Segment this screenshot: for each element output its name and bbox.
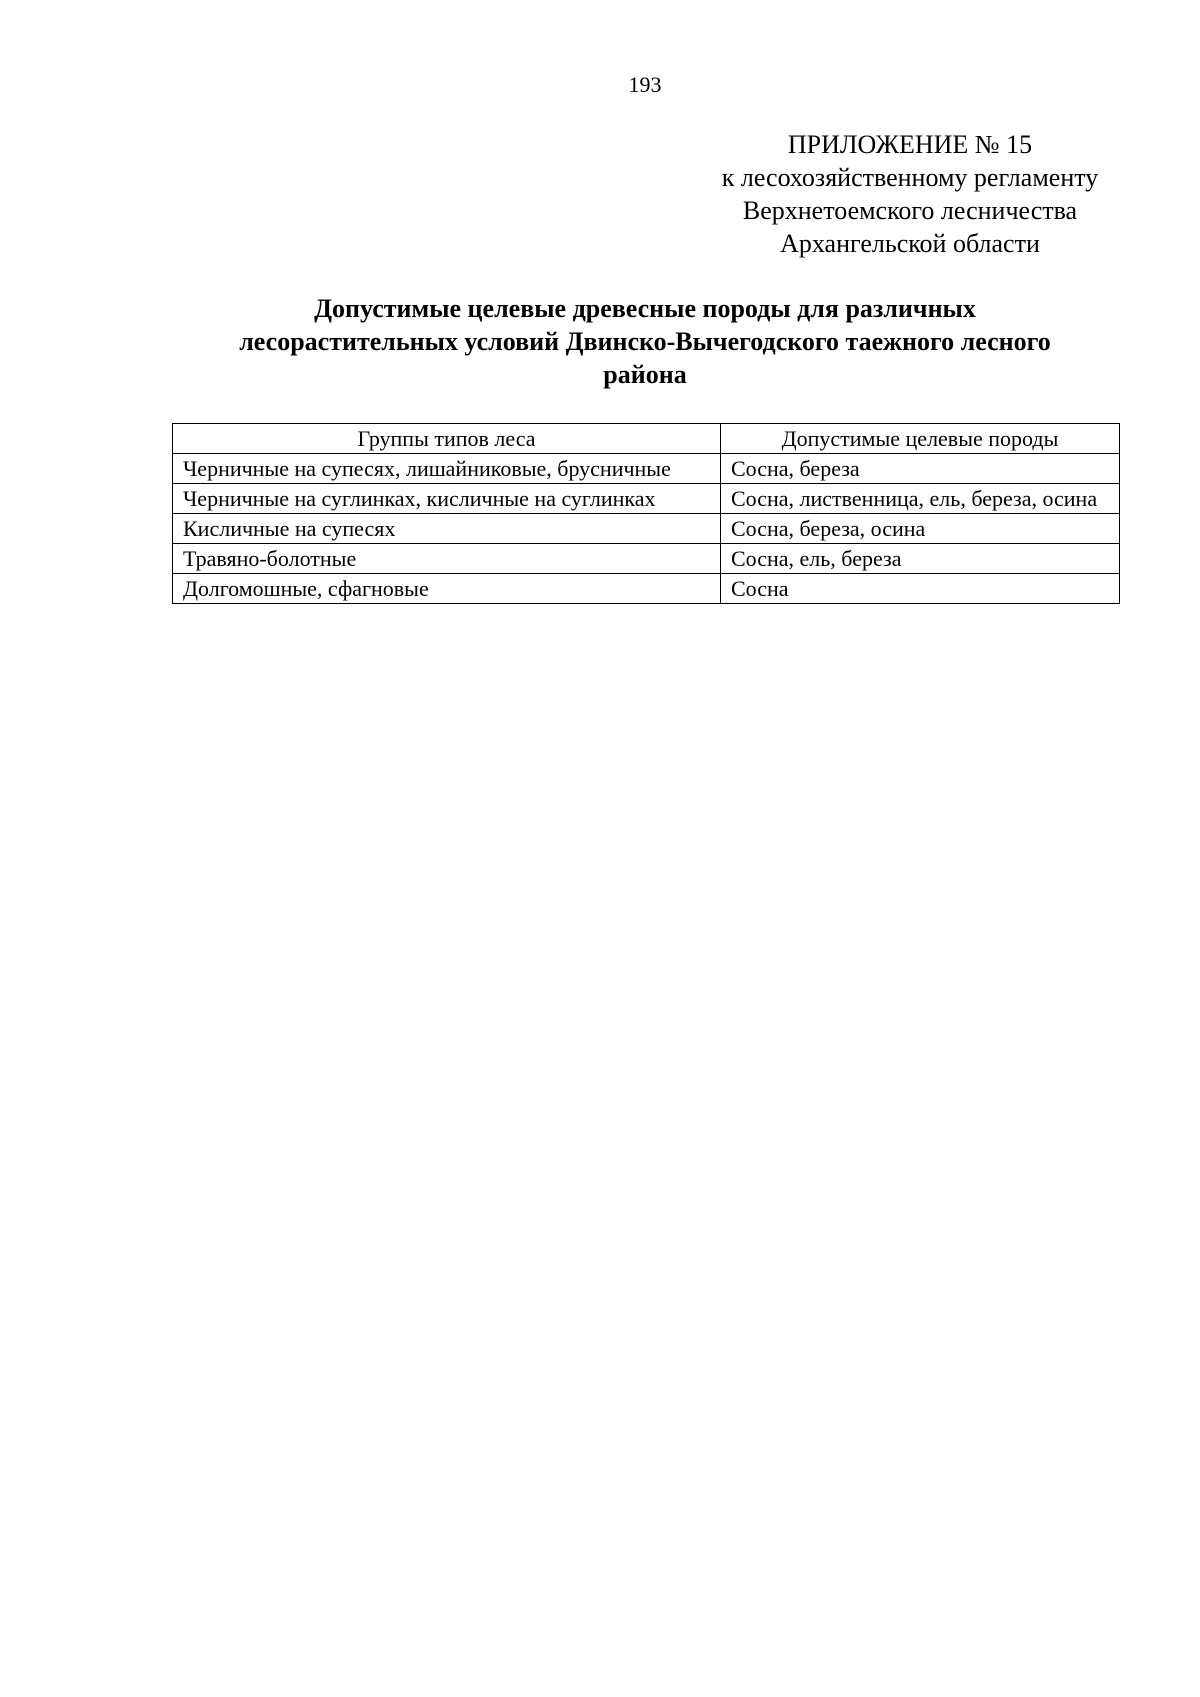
- appendix-heading: ПРИЛОЖЕНИЕ № 15: [787, 130, 1033, 159]
- species-table: [172, 423, 1120, 604]
- appendix-block: [690, 128, 1130, 260]
- table-row: [173, 484, 1120, 514]
- table-row: [173, 574, 1120, 604]
- title-line: района: [603, 360, 687, 389]
- species-cell: Сосна, береза, осина: [721, 514, 1120, 544]
- title-line: Допустимые целевые древесные породы для различных: [314, 294, 976, 323]
- appendix-line: Верхнетоемского лесничества: [742, 196, 1078, 225]
- species-cell: Сосна: [721, 574, 1120, 604]
- forest-type-cell: Черничные на суглинках, кисличные на суглинках: [173, 484, 721, 514]
- forest-type-cell: Кисличные на супесях: [173, 514, 721, 544]
- forest-type-cell: Травяно-болотные: [173, 544, 721, 574]
- forest-type-cell: Черничные на супесях, лишайниковые, брусничные: [173, 454, 721, 484]
- title-line: лесорастительных условий Двинско-Вычегодского таежного лесного: [239, 327, 1051, 356]
- table-row: [173, 454, 1120, 484]
- table-row: [173, 544, 1120, 574]
- header-target-species: Допустимые целевые породы: [721, 424, 1120, 454]
- species-cell: Сосна, береза: [721, 454, 1120, 484]
- species-cell: Сосна, лиственница, ель, береза, осина: [721, 484, 1120, 514]
- header-forest-type-groups: Группы типов леса: [173, 424, 721, 454]
- page-number: 193: [628, 72, 662, 97]
- appendix-line: Архангельской области: [780, 229, 1040, 258]
- species-cell: Сосна, ель, береза: [721, 544, 1120, 574]
- appendix-line: к лесохозяйственному регламенту: [721, 163, 1099, 192]
- document-title: [170, 292, 1120, 391]
- table-row: [173, 514, 1120, 544]
- table-header-row: [173, 424, 1120, 454]
- forest-type-cell: Долгомошные, сфагновые: [173, 574, 721, 604]
